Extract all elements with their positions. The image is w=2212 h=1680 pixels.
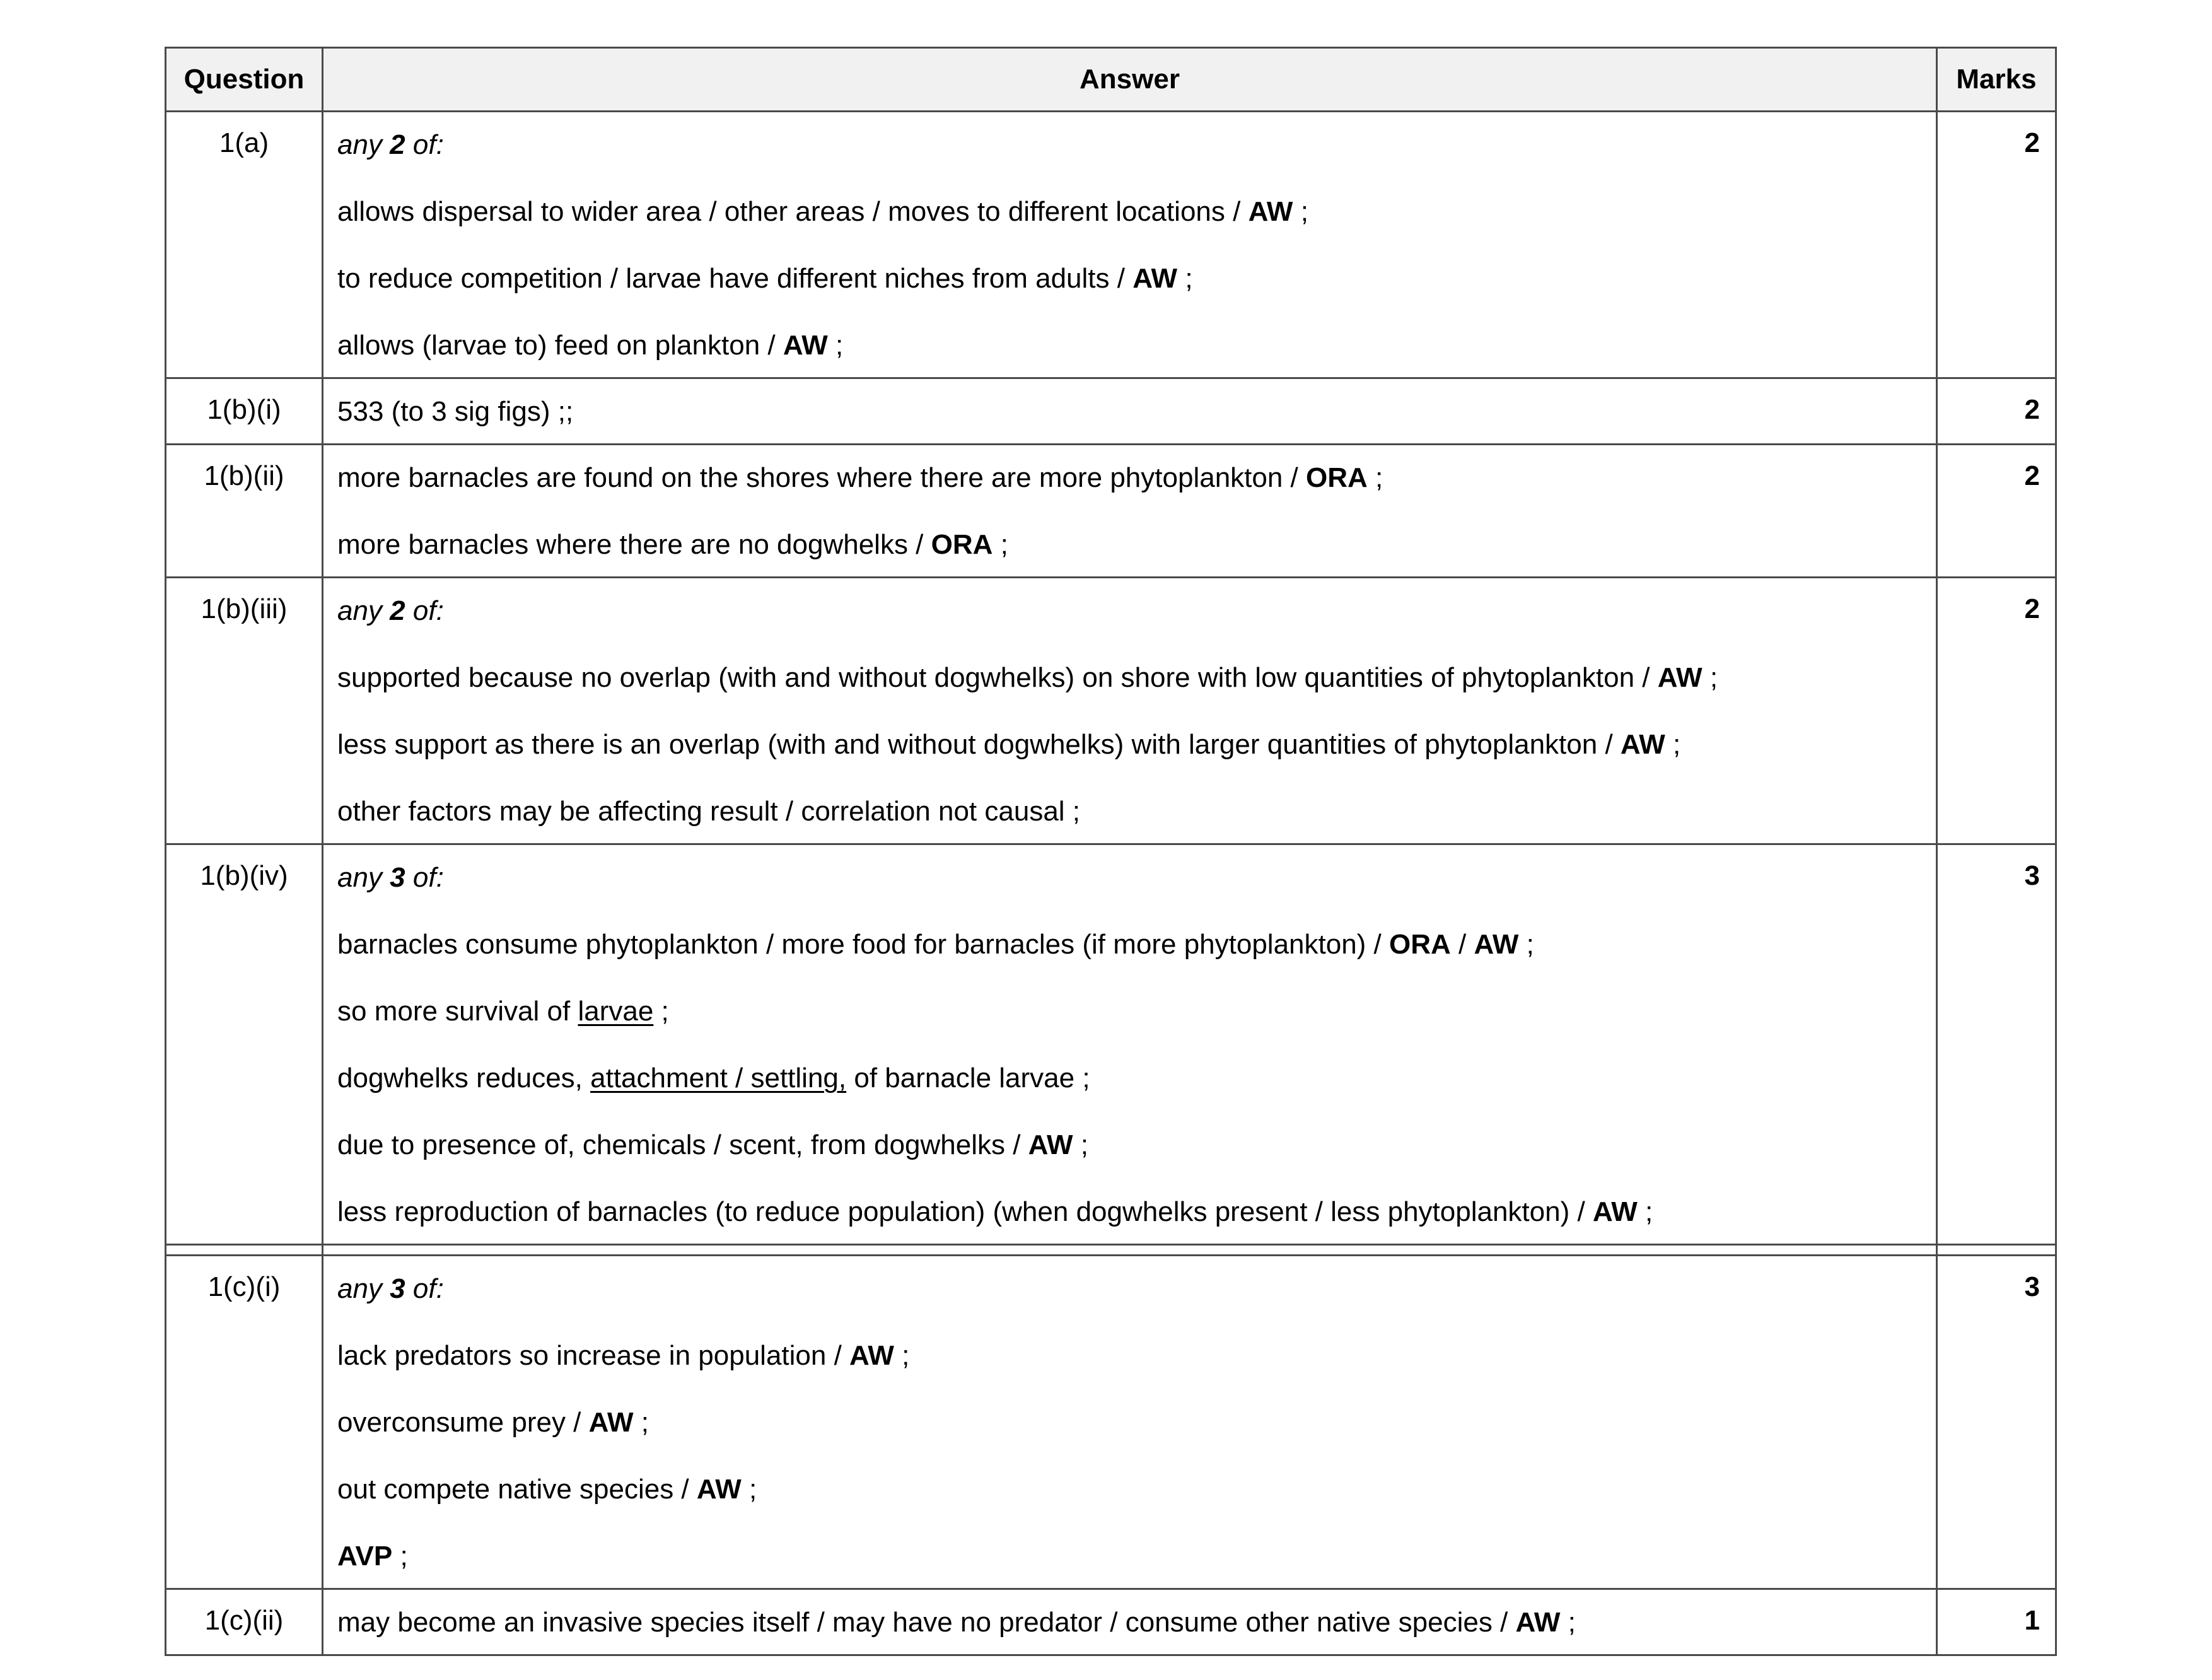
any-instruction	[337, 1273, 444, 1304]
answer-line	[337, 779, 1936, 843]
answer-text: so more survival of	[337, 996, 578, 1027]
table-row	[166, 1256, 2056, 1589]
answer-line	[337, 445, 1936, 512]
line-terminator: ;	[992, 529, 1008, 560]
answer-text: other factors may be affecting result / correlation not causal ;	[337, 796, 1081, 827]
answer-text: less reproduction of barnacles (to reduce population) (when dogwhelks present / less phytoplankton) /	[337, 1196, 1593, 1227]
answer-line	[337, 379, 1936, 443]
answer-line	[337, 1590, 1936, 1654]
marks-value: 2	[1937, 378, 2056, 445]
question-number: 1(c)(i)	[166, 1256, 323, 1589]
table-row	[166, 844, 2056, 1245]
line-terminator: ;	[1073, 1129, 1088, 1160]
marks-value: 3	[1937, 1256, 2056, 1589]
marks-value: 2	[1937, 578, 2056, 844]
answer-line	[337, 645, 1936, 712]
line-terminator: ;	[894, 1340, 910, 1371]
answer-line	[337, 1256, 1936, 1323]
table-row	[166, 445, 2056, 578]
abbreviation-tag: AVP	[337, 1541, 393, 1572]
answer-line	[337, 246, 1936, 313]
answer-line	[337, 1457, 1936, 1524]
marks-value: 2	[1937, 445, 2056, 578]
marks-value: 3	[1937, 844, 2056, 1245]
question-number: 1(b)(i)	[166, 378, 323, 445]
answer-line	[337, 912, 1936, 979]
abbreviation-tag: AW	[1515, 1607, 1561, 1638]
abbreviation-tag: AW	[783, 330, 828, 361]
line-terminator: ;	[1293, 196, 1308, 227]
answer-cell	[323, 1256, 1937, 1589]
answer-line	[337, 578, 1936, 645]
answer-text: more barnacles are found on the shores where there are more phytoplankton /	[337, 462, 1307, 493]
mark-scheme-table	[165, 47, 2057, 1656]
question-number: 1(c)(ii)	[166, 1589, 323, 1655]
separator: /	[1450, 929, 1474, 960]
any-prefix: any	[337, 862, 390, 893]
answer-line	[337, 1323, 1936, 1390]
answer-text: out compete native species /	[337, 1474, 697, 1505]
abbreviation-tag: AW	[1592, 1196, 1638, 1227]
answer-line	[337, 313, 1936, 377]
abbreviation-tag: AW	[588, 1407, 634, 1438]
table-body	[166, 112, 2056, 1655]
table-header-row	[166, 48, 2056, 112]
abbreviation-tag: AW	[1248, 196, 1293, 227]
divider-cell	[166, 1245, 323, 1256]
question-number: 1(b)(iv)	[166, 844, 323, 1245]
abbreviation-tag: AW	[696, 1474, 742, 1505]
any-suffix: of:	[405, 862, 444, 893]
answer-line	[337, 1046, 1936, 1112]
marks-column-header: Marks	[1937, 48, 2056, 112]
answer-cell	[323, 445, 1937, 578]
marks-value: 2	[1937, 112, 2056, 378]
line-terminator: ;	[392, 1541, 408, 1572]
table-row	[166, 378, 2056, 445]
line-terminator: ;	[633, 1407, 649, 1438]
abbreviation-tag: AW	[1474, 929, 1519, 960]
answer-text: more barnacles where there are no dogwhelks /	[337, 529, 931, 560]
abbreviation-tag: AW	[849, 1340, 894, 1371]
answer-text: less support as there is an overlap (with and without dogwhelks) with larger quantities of phytoplankton /	[337, 729, 1621, 760]
table-row	[166, 578, 2056, 844]
any-suffix: of:	[405, 129, 444, 160]
line-terminator: ;	[827, 330, 844, 361]
abbreviation-tag: AW	[1620, 729, 1665, 760]
mark-scheme-page	[165, 47, 2055, 1656]
divider-cell	[1937, 1245, 2056, 1256]
answer-line	[337, 1112, 1936, 1179]
abbreviation-tag: AW	[1657, 662, 1703, 693]
answer-line	[337, 712, 1936, 779]
answer-line	[337, 512, 1936, 576]
abbreviation-tag: ORA	[1306, 462, 1368, 493]
answer-text: due to presence of, chemicals / scent, from dogwhelks /	[337, 1129, 1028, 1160]
answer-text: may become an invasive species itself / may have no predator / consume other native species /	[337, 1607, 1516, 1638]
any-suffix: of:	[405, 1273, 444, 1304]
answer-cell	[323, 578, 1937, 844]
line-terminator: ;	[1637, 1196, 1653, 1227]
answer-text: to reduce competition / larvae have different niches from adults /	[337, 263, 1133, 294]
answer-text: dogwhelks reduces,	[337, 1063, 591, 1094]
question-number: 1(b)(iii)	[166, 578, 323, 844]
any-instruction	[337, 862, 444, 893]
question-number: 1(b)(ii)	[166, 445, 323, 578]
any-count: 2	[390, 595, 405, 626]
answer-text: supported because no overlap (with and without dogwhelks) on shore with low quantities of phytoplankton /	[337, 662, 1658, 693]
table-row	[166, 112, 2056, 378]
line-terminator: ;	[1367, 462, 1383, 493]
abbreviation-tag: ORA	[1389, 929, 1451, 960]
answer-line	[337, 1390, 1936, 1457]
line-terminator: ;	[1560, 1607, 1576, 1638]
line-terminator: ;	[1665, 729, 1681, 760]
any-suffix: of:	[405, 595, 444, 626]
answer-text: lack predators so increase in population /	[337, 1340, 850, 1371]
answer-cell	[323, 112, 1937, 378]
answer-cell	[323, 844, 1937, 1245]
any-prefix: any	[337, 1273, 390, 1304]
abbreviation-tag: AW	[1132, 263, 1178, 294]
answer-text: overconsume prey /	[337, 1407, 589, 1438]
any-instruction	[337, 129, 444, 160]
question-number: 1(a)	[166, 112, 323, 378]
line-terminator: ;	[1518, 929, 1534, 960]
answer-column-header: Answer	[323, 48, 1937, 112]
line-terminator: ;	[653, 996, 669, 1027]
any-prefix: any	[337, 595, 390, 626]
answer-line	[337, 1179, 1936, 1244]
underlined-key-term: attachment / settling,	[590, 1063, 847, 1094]
answer-cell	[323, 378, 1937, 445]
answer-text-after: of barnacle larvae ;	[846, 1063, 1090, 1094]
line-terminator: ;	[1702, 662, 1718, 693]
answer-text: allows (larvae to) feed on plankton /	[337, 330, 783, 361]
marks-value: 1	[1937, 1589, 2056, 1655]
answer-text: barnacles consume phytoplankton / more food for barnacles (if more phytoplankton) /	[337, 929, 1390, 960]
answer-cell	[323, 1589, 1937, 1655]
answer-line	[337, 1524, 1936, 1588]
line-terminator: ;	[741, 1474, 757, 1505]
question-column-header: Question	[166, 48, 323, 112]
answer-line	[337, 112, 1936, 179]
answer-line	[337, 979, 1936, 1046]
table-divider-row	[166, 1245, 2056, 1256]
any-count: 3	[390, 1273, 405, 1304]
abbreviation-tag: ORA	[931, 529, 993, 560]
answer-text: 533 (to 3 sig figs) ;;	[337, 396, 574, 427]
any-instruction	[337, 595, 444, 626]
abbreviation-tag: AW	[1028, 1129, 1073, 1160]
any-count: 2	[390, 129, 405, 160]
answer-line	[337, 845, 1936, 912]
answer-text: allows dispersal to wider area / other areas / moves to different locations /	[337, 196, 1249, 227]
table-row	[166, 1589, 2056, 1655]
underlined-key-term: larvae	[578, 996, 654, 1027]
answer-line	[337, 179, 1936, 246]
line-terminator: ;	[1177, 263, 1193, 294]
any-prefix: any	[337, 129, 390, 160]
divider-cell	[323, 1245, 1937, 1256]
any-count: 3	[390, 862, 405, 893]
